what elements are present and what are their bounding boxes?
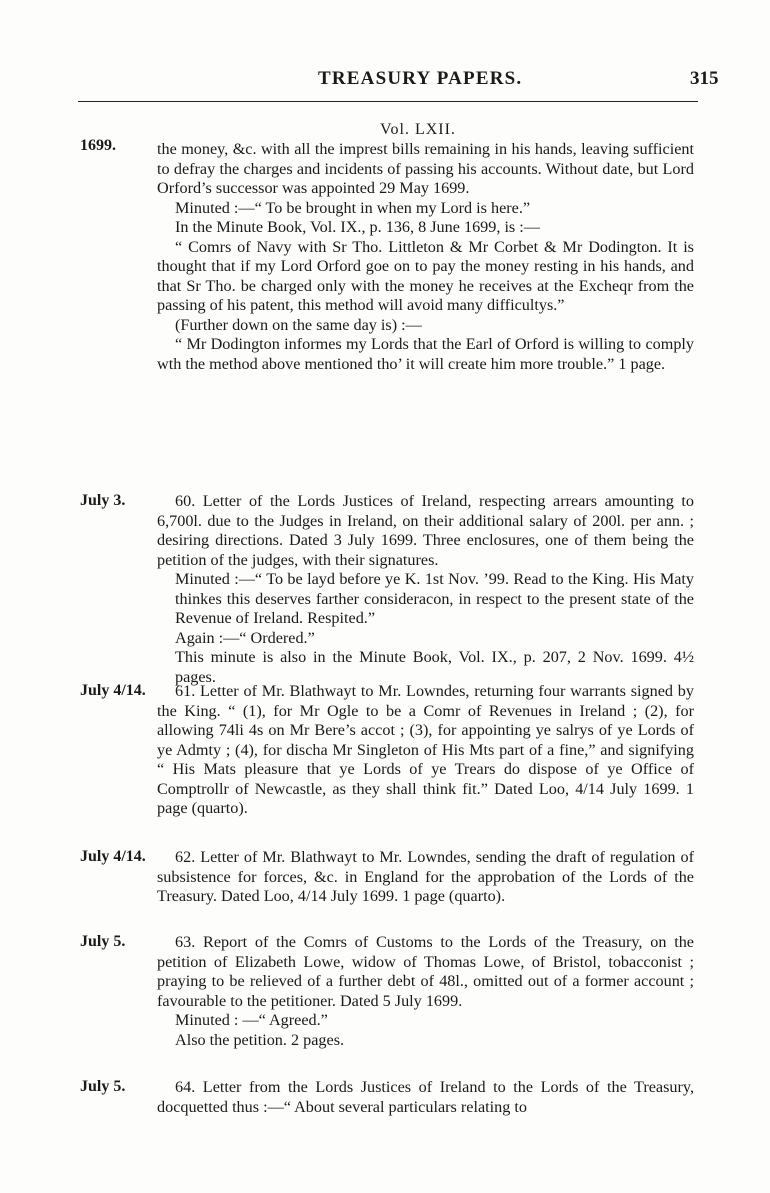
- year-margin: 1699.: [80, 137, 116, 154]
- entry-line: 64. Letter from the Lords Justices of Ireland to the Lords of the Treasury, docquetted thus :—“ About several particulars relating to: [157, 1078, 694, 1116]
- entry-date: July 4/14.: [80, 682, 146, 699]
- header-rule: [78, 101, 698, 102]
- entry-line: 62. Letter of Mr. Blathwayt to Mr. Lowndes, sending the draft of regulation of subsistence for forces, &c. in England for the approbation of the Lords of the Treasury. Dated Loo, 4/14 July 1699. 1 page (quarto).: [157, 848, 694, 905]
- entry-date: July 3.: [80, 492, 126, 509]
- entry-date: July 5.: [80, 1078, 126, 1095]
- entry-line: 61. Letter of Mr. Blathwayt to Mr. Lowndes, returning four warrants signed by the King. “ (1), for Mr Ogle to be a Comr of Revenues in Ireland ; (2), for allowing 74li 4s on Mr Bere’s accot ; (3), for appointing ye salrys of ye Lords of ye Admty ; (4), for discha Mr Singleton of His Mts part of a fine,” and signifying “ His Mats pleasure that ye Lords of ye Trears do dispose of ye Office of Comptrollr of Newcastle, as they shall think fit.” Dated Loo, 4/14 July 1699. 1 page (quarto).: [157, 682, 694, 817]
- page-number: 315: [690, 68, 719, 89]
- entry-line: 63. Report of the Comrs of Customs to the Lords of the Treasury, on the petition of Elizabeth Lowe, widow of Thomas Lowe, of Bristol, tobacconist ; praying to be relieved of a further debt of 48l., omitted out of a former account ; favourable to the petitioner. Dated 5 July 1699.: [157, 933, 694, 1010]
- entry-line: Also the petition. 2 pages.: [175, 1030, 345, 1049]
- entry-line: Again :—“ Ordered.”: [175, 628, 315, 647]
- volume-heading: Vol. LXII.: [380, 121, 456, 138]
- entry-line: Minuted :—“ To be layd before ye K. 1st Nov. ’99. Read to the King. His Maty thinkes this deserves farther consideracon, in respect to the present state of the Revenue of Ireland. Respited.”: [175, 570, 694, 627]
- entry-date: July 5.: [80, 933, 126, 950]
- entry-line: “ Mr Dodington informes my Lords that the Earl of Orford is willing to comply wth the method above mentioned tho’ it will create him more trouble.” 1 page.: [157, 335, 694, 373]
- entry-line: Minuted :—“ To be brought in when my Lord is here.”: [175, 198, 531, 217]
- entry-line: Minuted : —“ Agreed.”: [175, 1011, 328, 1029]
- entry-line: “ Comrs of Navy with Sr Tho. Littleton & Mr Corbet & Mr Dodington. It is thought that if my Lord Orford goe on to pay the money resting in his hands, and that Sr Tho. be charged only with the money he receives at the Excheqr from the passing of his patent, this method will avoid many difficultys.”: [157, 237, 694, 314]
- entry-line: 60. Letter of the Lords Justices of Ireland, respecting arrears amounting to 6,700l. due to the Judges in Ireland, on their additional salary of 200l. per ann. ; desiring directions. Dated 3 July 1699. Three enclosures, one of them being the petition of the judges, with their signatures.: [157, 492, 694, 569]
- entry-date: July 4/14.: [80, 848, 146, 865]
- running-title: TREASURY PAPERS.: [318, 68, 523, 89]
- entry-line: (Further down on the same day is) :—: [175, 315, 422, 334]
- page-header: [0, 68, 770, 98]
- entry-line: In the Minute Book, Vol. IX., p. 136, 8 June 1699, is :—: [175, 218, 540, 236]
- entry-line: the money, &c. with all the imprest bills remaining in his hands, leaving sufficient to defray the charges and incidents of passing his accounts. Without date, but Lord Orford’s successor was appointed 29 May 1699.: [157, 140, 694, 197]
- entry-line: This minute is also in the Minute Book, Vol. IX., p. 207, 2 Nov. 1699. 4½ pages.: [175, 648, 694, 686]
